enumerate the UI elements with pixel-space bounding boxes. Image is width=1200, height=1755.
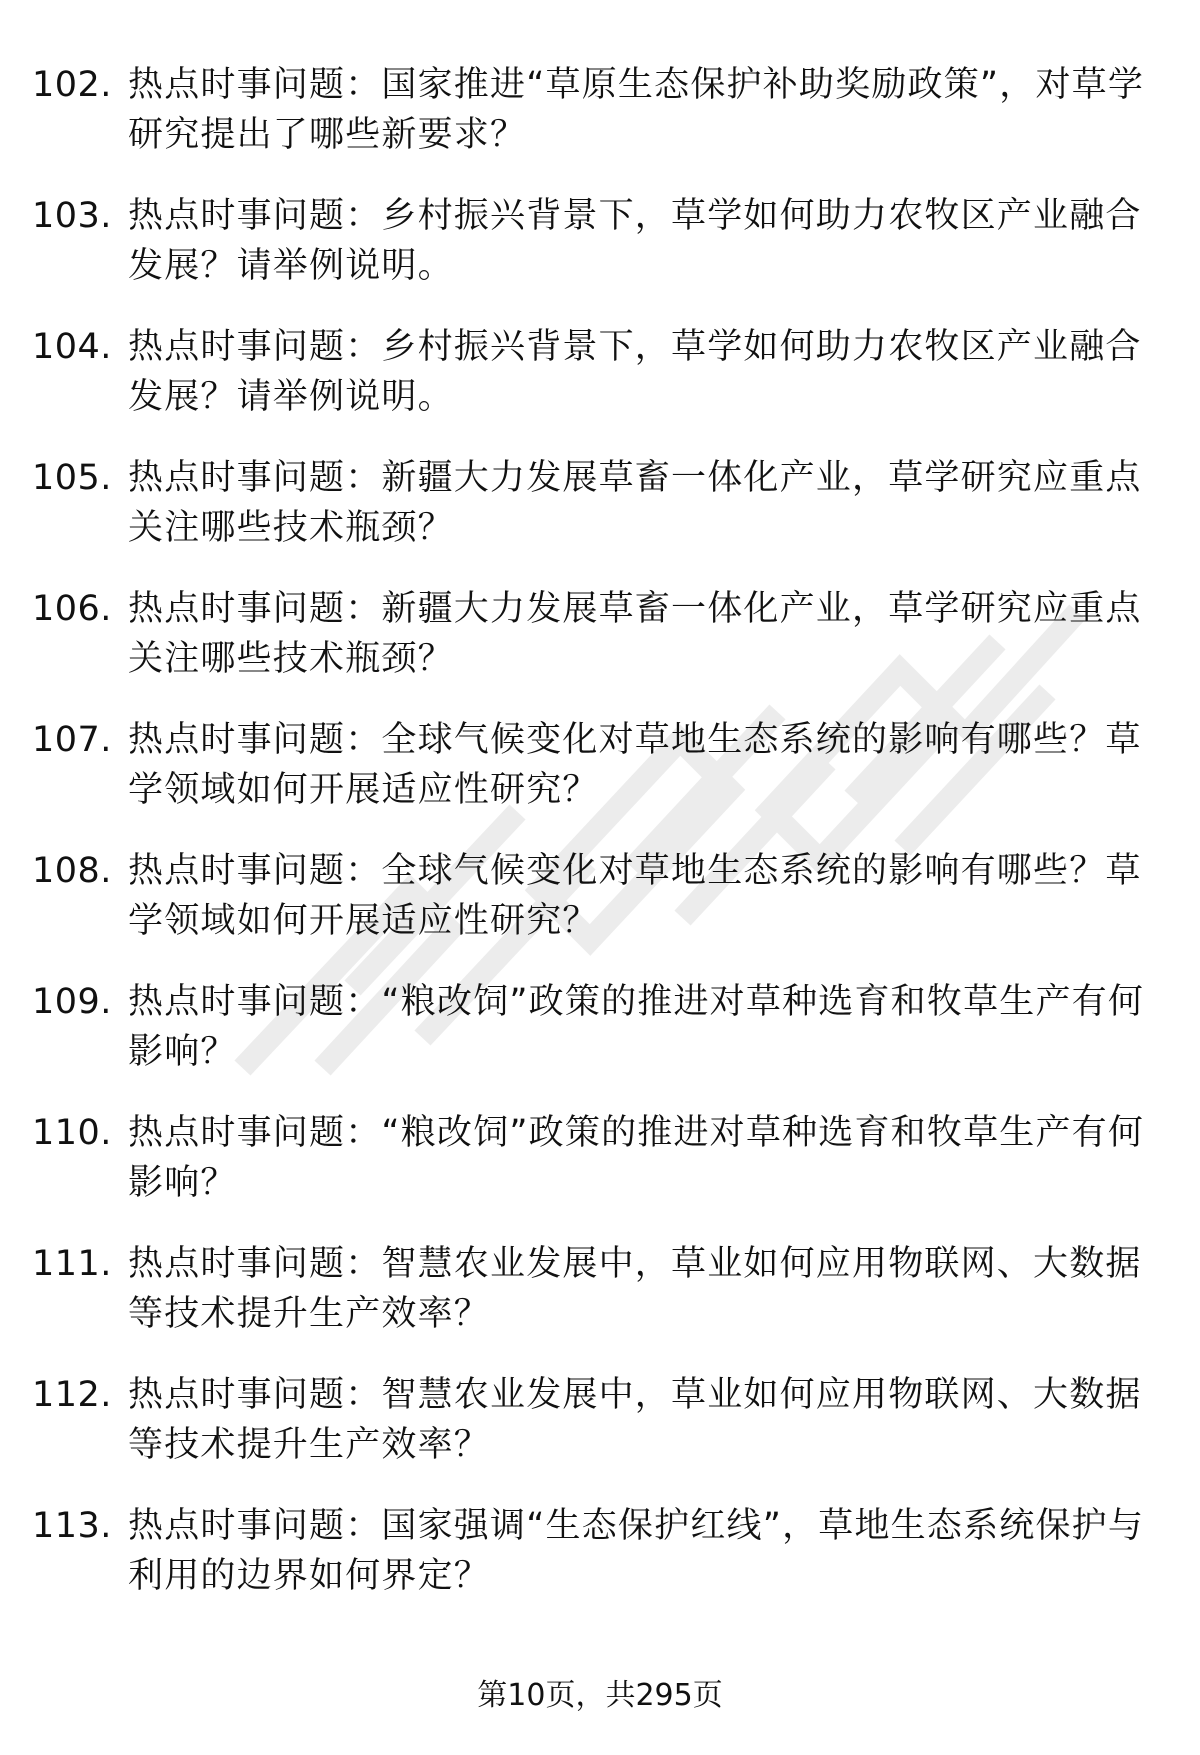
question-number: 103. bbox=[32, 196, 112, 236]
question-item bbox=[32, 453, 1152, 584]
question-item bbox=[32, 1108, 1152, 1239]
question-number: 108. bbox=[32, 851, 112, 891]
question-text: 热点时事问题：“粮改饲”政策的推进对草种选育和牧草生产有何影响？ bbox=[128, 1113, 1145, 1203]
question-text: 热点时事问题：全球气候变化对草地生态系统的影响有哪些？草学领域如何开展适应性研究？ bbox=[128, 851, 1142, 941]
question-text: 热点时事问题：智慧农业发展中，草业如何应用物联网、大数据等技术提升生产效率？ bbox=[128, 1375, 1142, 1465]
question-item bbox=[32, 191, 1152, 322]
question-number: 102. bbox=[32, 65, 112, 105]
question-number: 105. bbox=[32, 458, 112, 498]
question-text: 热点时事问题：“粮改饲”政策的推进对草种选育和牧草生产有何影响？ bbox=[128, 982, 1145, 1072]
question-item bbox=[32, 322, 1152, 453]
question-item bbox=[32, 977, 1152, 1108]
question-text: 热点时事问题：新疆大力发展草畜一体化产业，草学研究应重点关注哪些技术瓶颈？ bbox=[128, 458, 1142, 548]
question-number: 109. bbox=[32, 982, 112, 1022]
question-text: 热点时事问题：智慧农业发展中，草业如何应用物联网、大数据等技术提升生产效率？ bbox=[128, 1244, 1142, 1334]
question-item bbox=[32, 60, 1152, 191]
question-text: 热点时事问题：乡村振兴背景下，草学如何助力农牧区产业融合发展？请举例说明。 bbox=[128, 196, 1142, 286]
question-text: 热点时事问题：乡村振兴背景下，草学如何助力农牧区产业融合发展？请举例说明。 bbox=[128, 327, 1142, 417]
question-item bbox=[32, 1501, 1152, 1632]
question-number: 107. bbox=[32, 720, 112, 760]
question-text: 热点时事问题：国家强调“生态保护红线”，草地生态系统保护与利用的边界如何界定？ bbox=[128, 1506, 1145, 1596]
question-text: 热点时事问题：国家推进“草原生态保护补助奖励政策”，对草学研究提出了哪些新要求？ bbox=[128, 65, 1145, 155]
question-number: 104. bbox=[32, 327, 112, 367]
question-item bbox=[32, 715, 1152, 846]
page-footer: 第10页，共295页 bbox=[477, 1678, 723, 1713]
question-number: 110. bbox=[32, 1113, 112, 1153]
question-text: 热点时事问题：新疆大力发展草畜一体化产业，草学研究应重点关注哪些技术瓶颈？ bbox=[128, 589, 1142, 679]
question-text: 热点时事问题：全球气候变化对草地生态系统的影响有哪些？草学领域如何开展适应性研究？ bbox=[128, 720, 1142, 810]
question-item bbox=[32, 1239, 1152, 1370]
question-item bbox=[32, 1370, 1152, 1501]
question-item bbox=[32, 584, 1152, 715]
question-number: 106. bbox=[32, 589, 112, 629]
question-list bbox=[32, 60, 1152, 1632]
question-item bbox=[32, 846, 1152, 977]
question-number: 111. bbox=[32, 1244, 112, 1284]
question-number: 113. bbox=[32, 1506, 112, 1546]
question-number: 112. bbox=[32, 1375, 112, 1415]
